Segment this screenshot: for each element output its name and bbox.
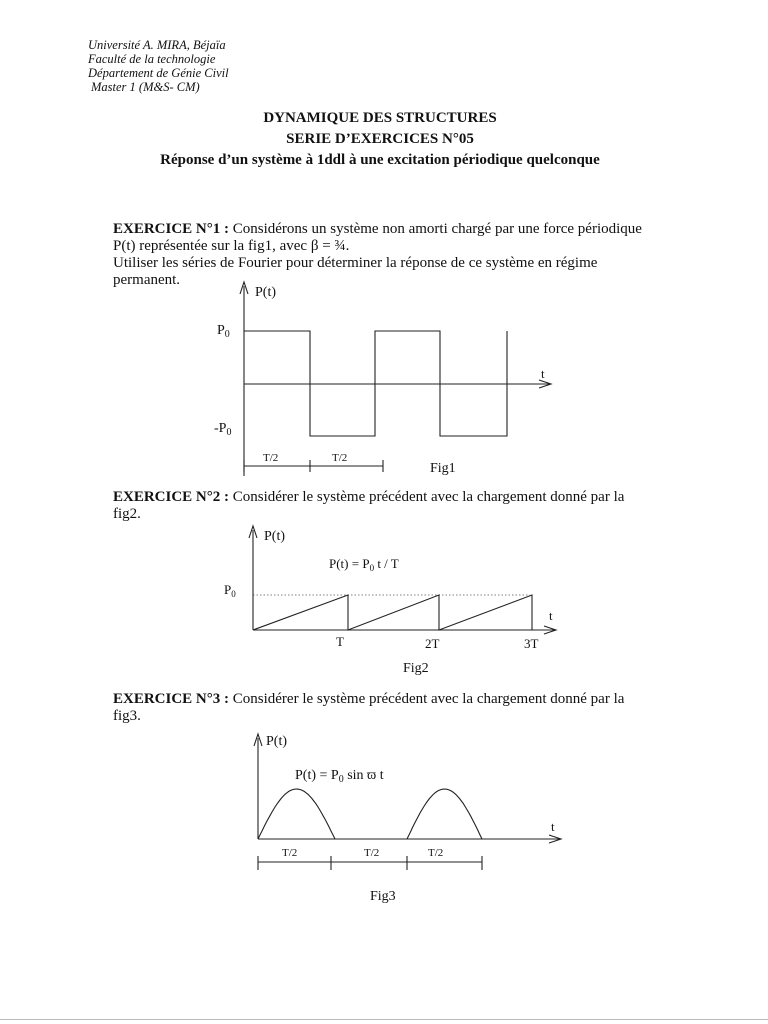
header-line-level: Master 1 (M&S- CM) bbox=[91, 80, 200, 94]
fig3-dimension-label-3: T/2 bbox=[428, 847, 444, 859]
exercise-1-line-2: P(t) représentée sur la fig1, avec β = ¾. bbox=[113, 238, 350, 254]
exercise-2-label: EXERCICE N°2 : bbox=[113, 489, 230, 505]
fig1-level-pos: $P_0$ bbox=[217, 323, 230, 340]
fig3-dimension-label-1: T/2 bbox=[282, 847, 298, 859]
fig1-dimension-label-1: T/2 bbox=[263, 452, 279, 464]
fig3-caption: Fig3 bbox=[370, 889, 396, 904]
fig3-equation: $P(t) = P_0$ sin ϖ t bbox=[295, 768, 384, 785]
fig2-level-label: $P_0$ bbox=[224, 582, 236, 599]
fig3-dimension-label-2: T/2 bbox=[364, 847, 380, 859]
exercise-2-line-2: fig2. bbox=[113, 506, 141, 522]
fig3-x-label: t bbox=[551, 819, 555, 834]
fig2-tick-label-2T: 2T bbox=[425, 636, 440, 651]
fig1-y-label: P(t) bbox=[255, 285, 276, 300]
exercise-1-line-1: Considérons un système non amorti chargé par une force périodique bbox=[229, 221, 642, 237]
fig1-level-neg: $-P_0$ bbox=[214, 421, 232, 438]
course-title: DYNAMIQUE DES STRUCTURES bbox=[263, 110, 497, 126]
exercise-3-label: EXERCICE N°3 : bbox=[113, 691, 230, 707]
header-line-department: Département de Génie Civil bbox=[88, 66, 229, 80]
exercise-1-line-4: permanent. bbox=[113, 272, 181, 288]
page-bottom-rule bbox=[0, 1019, 768, 1020]
fig1-dimension-label-2: T/2 bbox=[332, 452, 348, 464]
exercise-3-line-1: Considérer le système précédent avec la chargement donné par la bbox=[229, 691, 625, 707]
exercise-1-line-3: Utiliser les séries de Fourier pour déterminer la réponse de ce système en régime bbox=[113, 255, 598, 271]
series-title: SERIE D’EXERCICES N°05 bbox=[286, 131, 474, 147]
series-subtitle: Réponse d’un système à 1ddl à une excitation périodique quelconque bbox=[160, 152, 600, 168]
fig2-caption: Fig2 bbox=[403, 661, 429, 676]
fig2-tick-label-3T: 3T bbox=[524, 636, 539, 651]
fig3-half-sine-wave bbox=[258, 789, 482, 839]
fig2-x-label: t bbox=[549, 608, 553, 623]
fig3-y-label: P(t) bbox=[266, 734, 287, 749]
header-line-university: Université A. MIRA, Béjaïa bbox=[88, 38, 226, 52]
exercise-1-label: EXERCICE N°1 : bbox=[113, 221, 230, 237]
fig1-x-label: t bbox=[541, 366, 545, 381]
fig1-caption: Fig1 bbox=[430, 461, 456, 476]
exercise-2-line-1: Considérer le système précédent avec la chargement donné par la bbox=[229, 489, 625, 505]
fig2-equation: $P(t) = P_0$ t / T bbox=[329, 556, 399, 573]
fig2-tick-label-T: T bbox=[336, 634, 344, 649]
exercise-3-line-2: fig3. bbox=[113, 708, 141, 724]
fig2-y-label: P(t) bbox=[264, 529, 285, 544]
header-line-faculty: Faculté de la technologie bbox=[88, 52, 216, 66]
